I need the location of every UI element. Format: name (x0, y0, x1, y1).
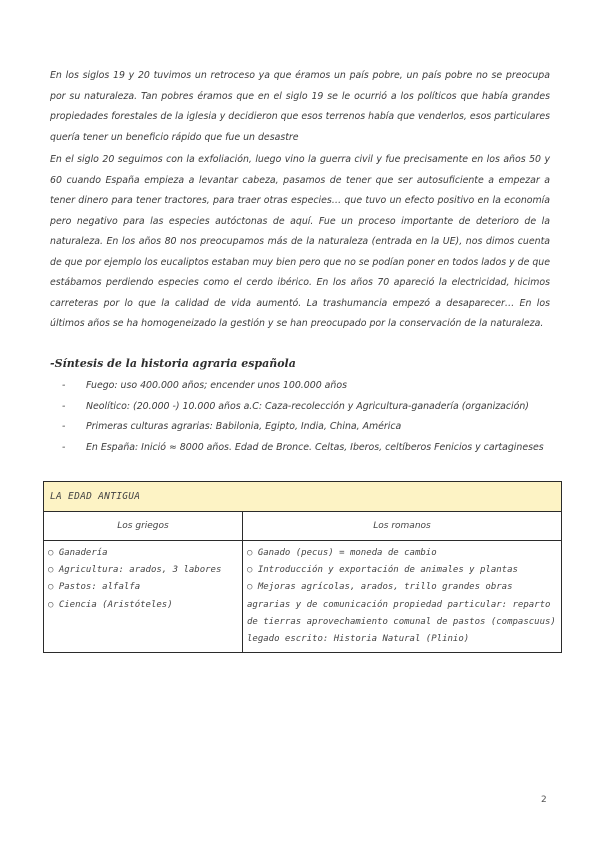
list-item (62, 376, 552, 397)
table-title: LA EDAD ANTIGUA (44, 482, 562, 512)
page-number: 2 (541, 795, 547, 805)
romanos-cell (243, 541, 562, 653)
list-item (62, 417, 552, 438)
bullet-dash: - (62, 441, 66, 453)
list-item: ○ Mejoras agrícolas, arados, trillo grandes obras agrarias y de comunicación propiedad particular: reparto de tierras aprovechamiento comunal de pastos (compascuus) legado escrito: Historia Natural (Plinio) (247, 582, 556, 645)
list-item: ○ Ganado (pecus) = moneda de cambio (247, 548, 437, 558)
list-item: ○ Agricultura: arados, 3 labores (48, 565, 222, 576)
griegos-cell (44, 541, 243, 653)
paragraph-2: En el siglo 20 seguimos con la exfoliación, luego vino la guerra civil y fue precisamente en los años 50 y 60 cuando España empieza a levantar cabeza, pasamos de tener que ser autosuficiente a empezar a tener dinero para tener tractores, para traer otras especies… que tuvo un efecto positivo en la economía pero negativo para las especies autóctonas de aquí. Fue un proceso importante de deterioro de la naturaleza. En los años 80 nos preocupamos más de la naturaleza (entrada en la UE), nos dimos cuenta de que por ejemplo los eucaliptos estaban muy bien pero que no se podían poner en todos lados y de que estábamos perdiendo especies como el cerdo ibérico. En los años 70 apareció la electricidad, hicimos carreteras por lo que la calidad de vida aumentó. La trashumancia empezó a desaparecer… En los últimos años se ha homogeneizado la gestión y se han preocupado por la conservación de la naturaleza. (50, 154, 550, 329)
list-item: ○ Introducción y exportación de animales y plantas (247, 565, 518, 576)
list-item: ○ Pastos: alfalfa (48, 582, 141, 593)
section-heading: -Síntesis de la historia agraria española (50, 357, 296, 370)
list-item-text: Primeras culturas agrarias: Babilonia, Egipto, India, China, América (86, 421, 402, 432)
bullet-dash: - (62, 380, 66, 391)
bullet-dash: - (62, 421, 66, 432)
paragraph-1: En los siglos 19 y 20 tuvimos un retroceso ya que éramos un país pobre, un país pobre no se preocupa por su naturaleza. Tan pobres éramos que en el siglo 19 se le ocurrió a los políticos que había grandes propiedades forestales de la iglesia y decidieron que esos terrenos había que venderlos, esos particulares quería tener un beneficio rápido que fue un desastre (50, 70, 550, 143)
list-item: ○ Ciencia (Aristóteles) (48, 599, 173, 610)
column-header-griegos: Los griegos (44, 512, 243, 541)
list-item-text: Fuego: uso 400.000 años; encender unos 100.000 años (86, 380, 347, 391)
list-item (62, 438, 552, 459)
list-item: ○ Ganadería (48, 548, 108, 558)
list-item-text: Neolítico: (20.000 -) 10.000 años a.C: Caza-recolección y Agricultura-ganadería (organización) (86, 400, 529, 412)
column-header-romanos: Los romanos (243, 512, 562, 541)
bullet-dash: - (62, 400, 66, 412)
list-item-text: En España: Inició ≈ 8000 años. Edad de Bronce. Celtas, Iberos, celtíberos Fenicios y cartagineses (86, 441, 544, 453)
timeline-list (62, 376, 552, 458)
list-item (62, 397, 552, 418)
edad-antigua-table (43, 481, 562, 653)
